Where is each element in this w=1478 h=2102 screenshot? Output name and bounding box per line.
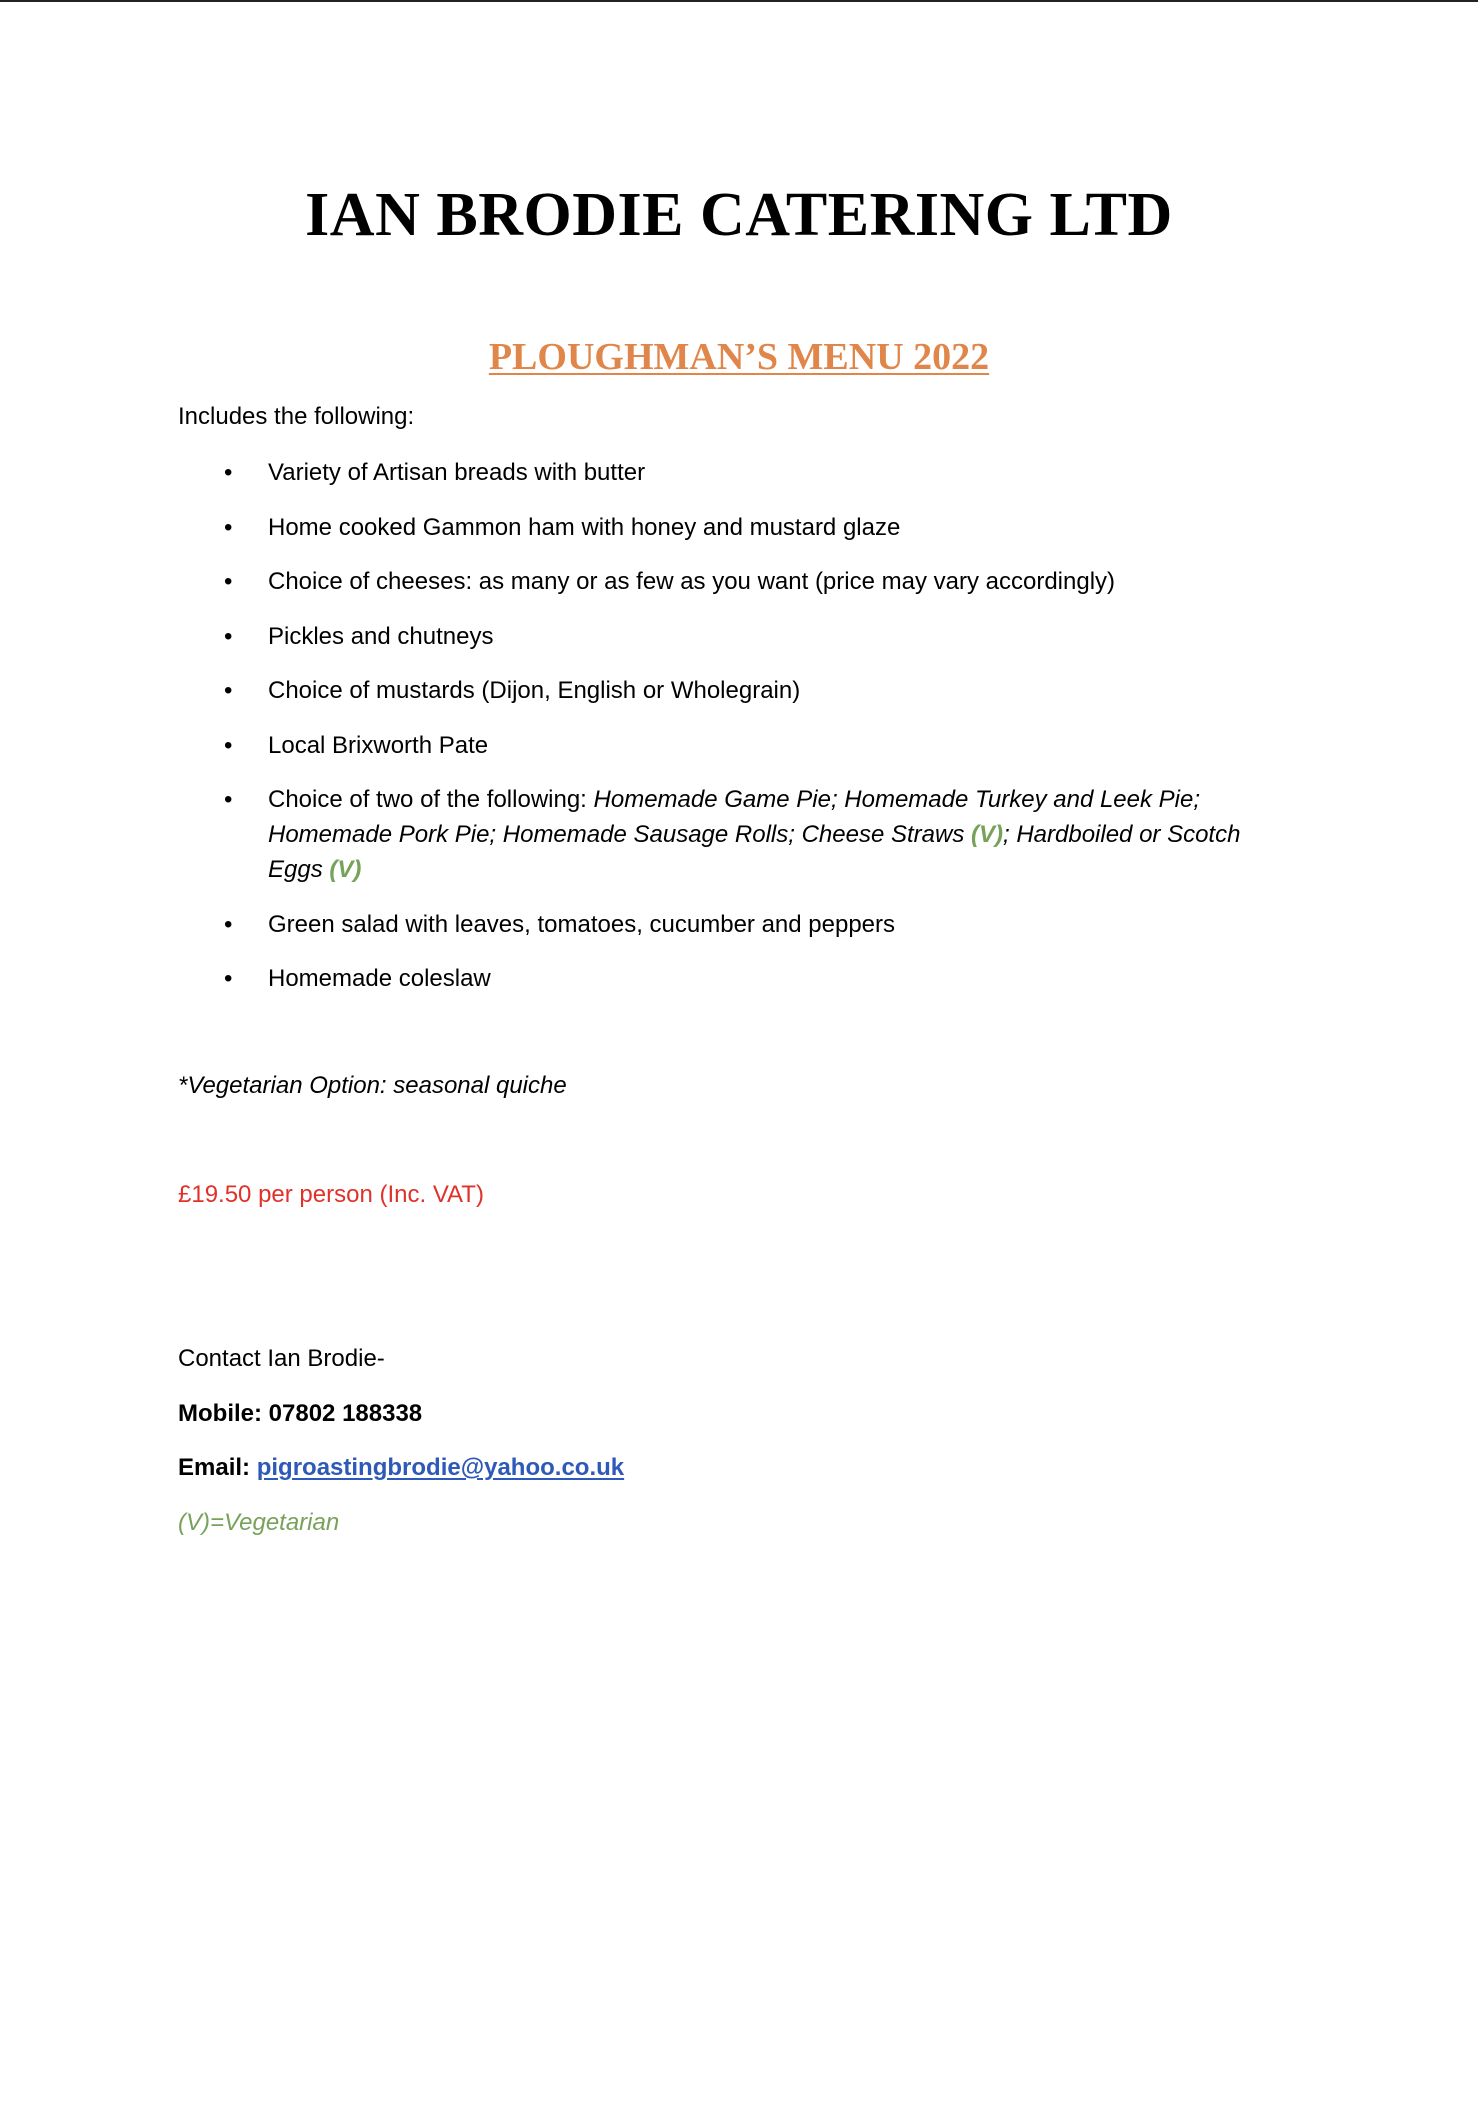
choice-options-part1: Homemade Game Pie; Homemade Turkey and Leek Pie; Homemade Pork Pie; Homemade Sausage Rolls; Cheese Straws: [268, 786, 1201, 848]
list-item: [0, 510, 1268, 545]
email-line: [178, 1451, 624, 1485]
list-item: [0, 455, 1268, 490]
bullet-icon: •: [224, 965, 233, 992]
list-item: [0, 907, 1268, 942]
menu-title: [0, 332, 1478, 382]
email-label: Email:: [178, 1454, 257, 1481]
list-item-choice-of-two: [0, 782, 1268, 887]
list-item-text: Variety of Artisan breads with butter: [268, 459, 646, 486]
list-item-text: Home cooked Gammon ham with honey and mustard glaze: [268, 513, 901, 541]
intro-text: Includes the following:: [178, 403, 415, 430]
bullet-icon: •: [224, 568, 233, 595]
vegetarian-mark: (V): [329, 856, 362, 883]
bullet-icon: •: [224, 513, 233, 541]
list-item-text: Homemade coleslaw: [268, 965, 491, 992]
mobile-number: Mobile: 07802 188338: [178, 1400, 423, 1427]
list-item-text: Pickles and chutneys: [268, 622, 494, 650]
choice-options-part2: ; Hardboiled or Scotch Eggs: [268, 821, 1241, 883]
list-item: [0, 619, 1268, 654]
price-text: £19.50 per person (Inc. VAT): [178, 1181, 484, 1208]
choice-prefix: Choice of two of the following:: [268, 786, 594, 813]
list-item: [0, 564, 1268, 599]
list-item: [0, 961, 1268, 996]
bullet-icon: •: [224, 622, 233, 650]
list-item: [0, 673, 1268, 708]
list-item-text: Local Brixworth Pate: [268, 731, 489, 759]
bullet-icon: •: [224, 731, 233, 759]
vegetarian-option: *Vegetarian Option: seasonal quiche: [178, 1072, 567, 1099]
bullet-icon: •: [224, 677, 233, 704]
email-link[interactable]: pigroastingbrodie@yahoo.co.uk: [256, 1454, 625, 1481]
bullet-icon: •: [224, 910, 233, 938]
vegetarian-mark: (V): [970, 821, 1003, 848]
list-item-text: Choice of cheeses: as many or as few as you want (price may vary accordingly): [268, 568, 1116, 595]
menu-items-list: [0, 455, 1478, 1016]
bullet-icon: •: [224, 459, 233, 486]
bullet-icon: •: [224, 786, 233, 813]
contact-heading: Contact Ian Brodie-: [178, 1345, 385, 1372]
list-item-text: Green salad with leaves, tomatoes, cucumber and peppers: [268, 910, 896, 938]
menu-title-text: PLOUGHMAN’S MENU 2022: [488, 336, 990, 378]
list-item: [0, 728, 1268, 763]
list-item-text: Choice of mustards (Dijon, English or Wholegrain): [268, 677, 801, 704]
company-title: IAN BRODIE CATERING LTD: [305, 181, 1173, 249]
vegetarian-legend: (V)=Vegetarian: [178, 1509, 340, 1536]
